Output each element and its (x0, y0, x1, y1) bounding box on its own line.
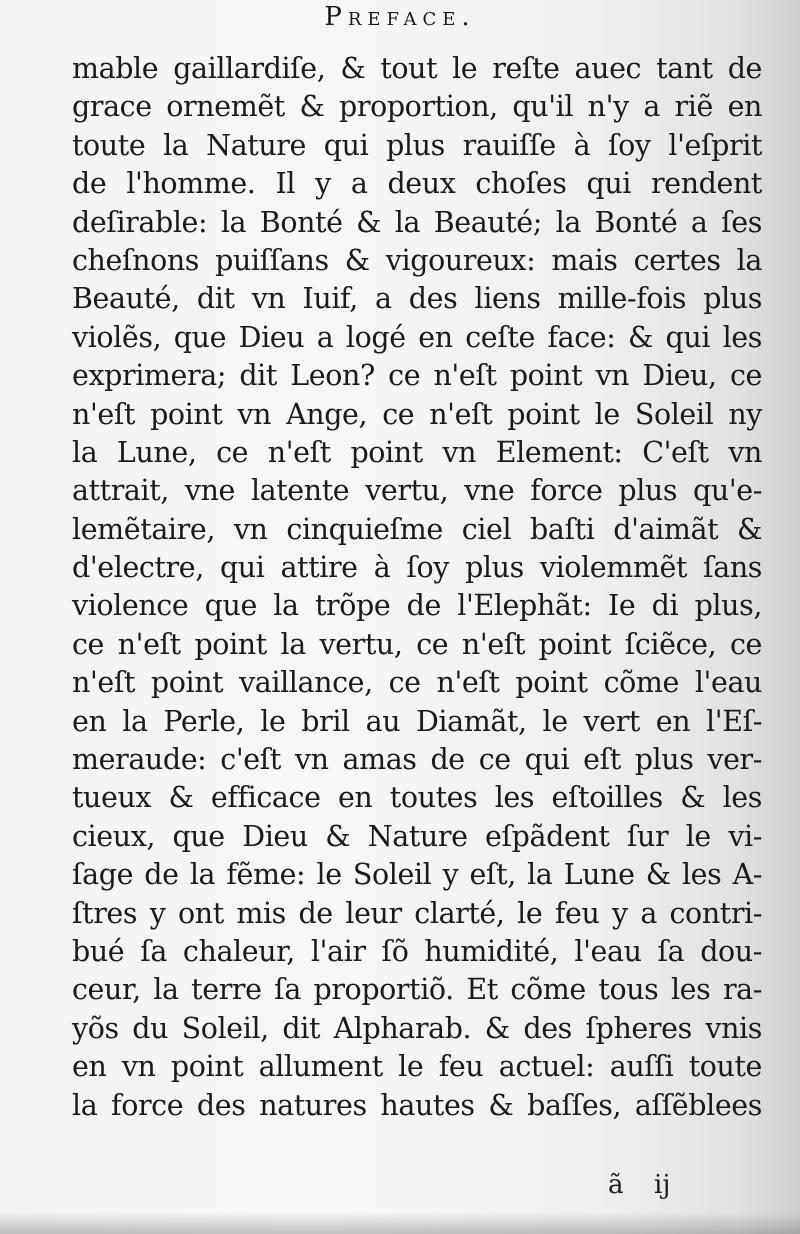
text-line: attrait, vne latente vertu, vne force plus qu'e- (72, 474, 762, 508)
text-line: ceur, la terre ſa proportiõ. Et cõme tous les ra- (72, 973, 762, 1007)
text-line: violẽs, que Dieu a logé en ceſte face: & qui les (72, 320, 762, 354)
text-line: violence que la trõpe de l'Elephãt: Ie di plus, (72, 589, 762, 623)
text-line: deſirable: la Bonté & la Beauté; la Bonté a ſes (72, 205, 762, 239)
text-line: toute la Nature qui plus rauiſſe à ſoy l'eſprit (72, 128, 762, 162)
text-line: en vn point allument le feu actuel: auſſi toute (72, 1050, 762, 1084)
text-line: bué ſa chaleur, l'air ſõ humidité, l'eau ſa dou- (72, 934, 762, 968)
text-line: grace ornemẽt & proportion, qu'il n'y a riẽ en (72, 90, 762, 124)
text-line: n'eſt point vaillance, ce n'eſt point cõme l'eau (72, 666, 762, 700)
text-line: cieux, que Dieu & Nature eſpãdent ſur le vi- (72, 819, 762, 853)
text-line: ſage de la fẽme: le Soleil y eſt, la Lune & les A- (72, 858, 762, 892)
text-line: n'eſt point vn Ange, ce n'eſt point le Soleil ny (72, 397, 762, 431)
signature-mark: ij (654, 1170, 671, 1200)
text-line: de l'homme. Il y a deux choſes qui rendent (72, 167, 762, 201)
text-line: Beauté, dit vn Iuif, a des liens mille-fois plus (72, 282, 762, 316)
text-line: exprimera; dit Leon? ce n'eſt point vn Dieu, ce (72, 359, 762, 393)
page-footer (600, 1168, 700, 1202)
text-line: en la Perle, le bril au Diamãt, le vert en l'Eſ- (72, 704, 762, 738)
text-line: mable gaillardiſe, & tout le reſte auec tant de (72, 52, 762, 85)
text-line: cheſnons puiſſans & vigoureux: mais certes la (72, 243, 762, 277)
text-line: tueux & efficace en toutes les eſtoilles & les (72, 781, 762, 815)
catchword: ã (608, 1170, 624, 1200)
text-line: la force des natures hautes & baſſes, aſſẽblees (72, 1088, 762, 1122)
text-line: d'electre, qui attire à ſoy plus violemmẽt ſans (72, 551, 762, 585)
body-text (72, 50, 762, 1125)
text-line: ſtres y ont mis de leur clarté, le feu y a contri- (72, 896, 762, 930)
text-line: yõs du Soleil, dit Alpharab. & des ſpheres vnis (72, 1011, 762, 1045)
text-line: meraude: c'eſt vn amas de ce qui eſt plus ver- (72, 743, 762, 777)
text-line: la Lune, ce n'eſt point vn Element: C'eſt vn (72, 435, 762, 469)
text-line: lemẽtaire, vn cinquieſme ciel baſti d'aimãt & (72, 512, 762, 546)
running-head: Preface. (324, 2, 476, 32)
text-line: ce n'eſt point la vertu, ce n'eſt point ſciẽce, ce (72, 627, 762, 661)
